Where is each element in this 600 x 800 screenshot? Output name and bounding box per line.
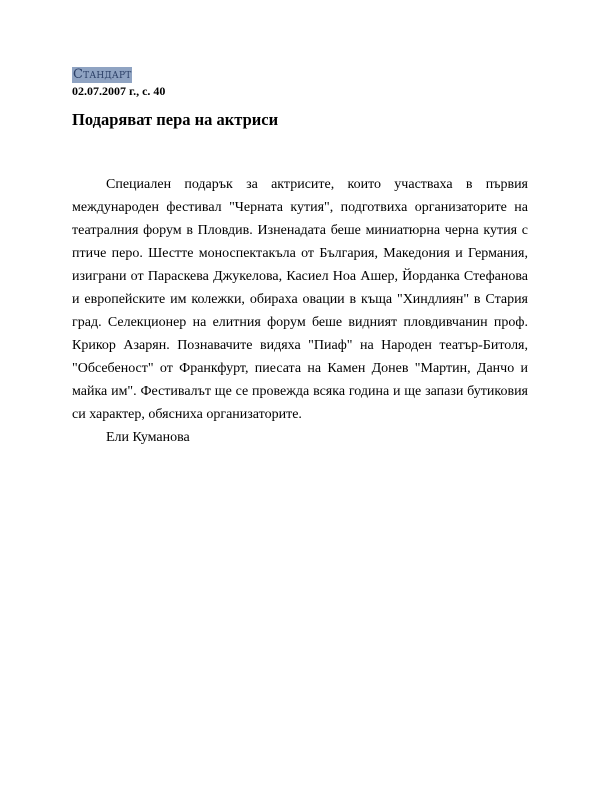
article-body: Специален подарък за актрисите, които участваха в първия международен фестивал "Черната кутия", подготвиха организаторите на театралния форум в Пловдив. Изненадата беше миниатюрна черна кутия с птиче перо. Шестте моноспектакъла от България, Македония и Германия, изиграни от Параскева Джукелова, Касиел Ноа Ашер, Йорданка Стефанова и европейските им колежки, обираха овации в къща "Хиндлиян" в Стария град. Селекционер на елитния форум беше видният пловдивчанин проф. Крикор Азарян. Познавачите видяха "Пиаф" на Народен театър-Битоля, "Обсебеност" от Франкфурт, пиесата на Камен Донев "Мартин, Данчо и майка им". Фестивалът ще се провежда всяка година и ще запази бутиковия си характер, обясниха организаторите. [72,177,528,422]
article-author: Ели Куманова [106,430,190,445]
source-label: Стандарт [73,67,132,82]
article-title: Подаряват пера на актриси [72,110,279,129]
dateline: 02.07.2007 г., с. 40 [72,84,166,98]
